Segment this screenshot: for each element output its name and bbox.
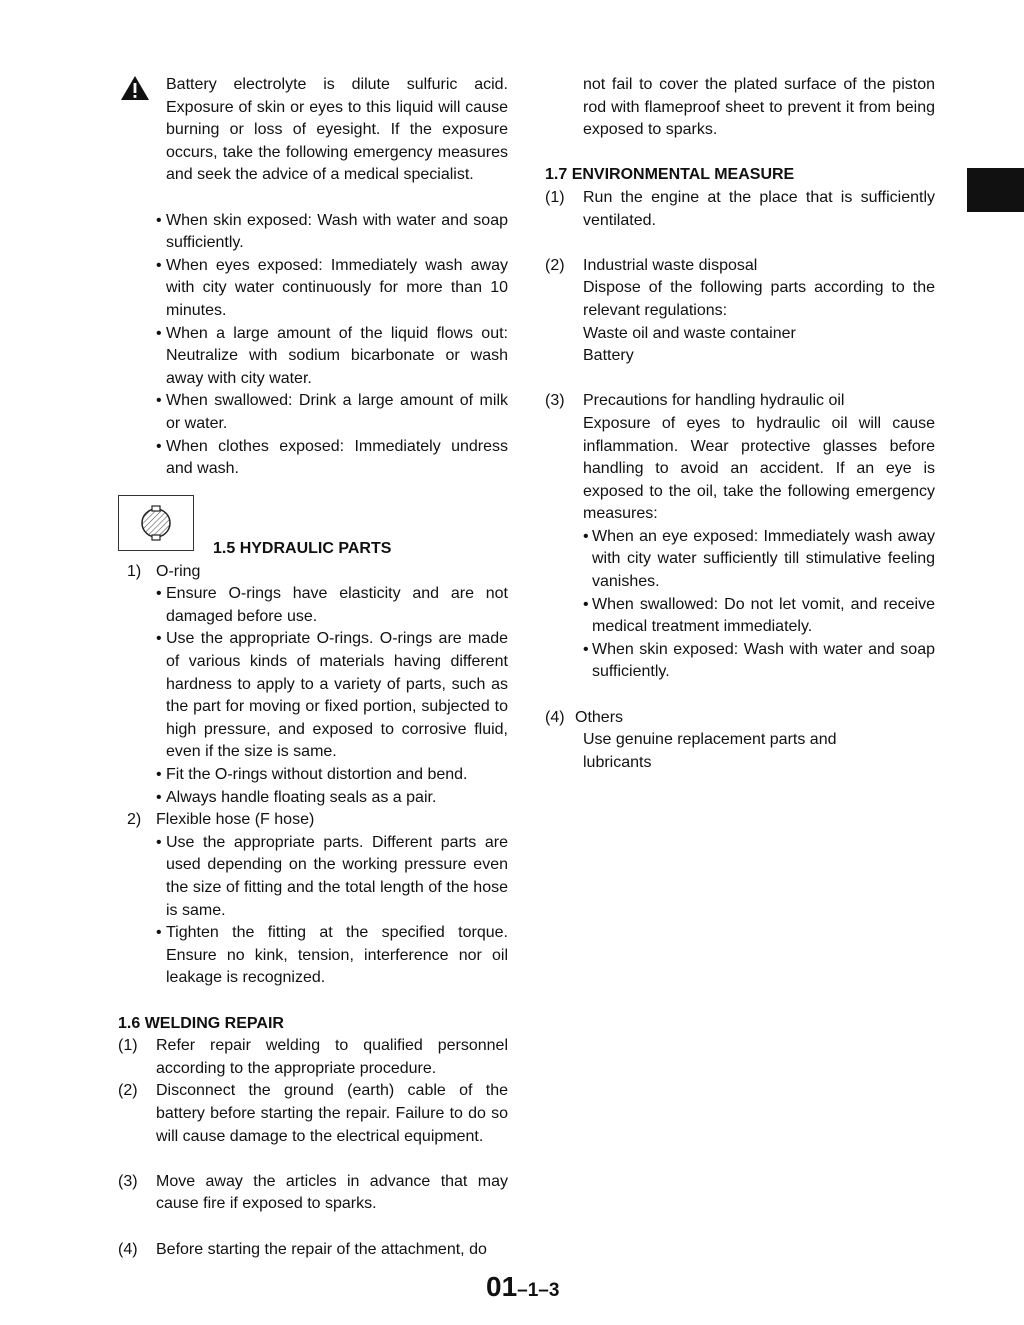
list-item: (4) Before starting the repair of the attachment, do [118, 1240, 487, 1258]
list-item: (3) Move away the articles in advance that may cause fire if exposed to sparks. [118, 1172, 508, 1213]
list-item: • Use the appropriate O-rings. O-rings are made of various kinds of materials having different hardness to apply to a variety of parts, such as the part for moving or fixed portion, subjected to high pressure, and exposed to corrosive fluid, even if the size is same. [156, 630, 508, 761]
waste-disposal-title: Industrial waste disposal [583, 256, 758, 274]
list-item: • When skin exposed: Wash with water and soap sufficiently. [156, 211, 508, 252]
list-item: (1) Refer repair welding to qualified personnel according to the appropriate procedure. [118, 1037, 508, 1077]
list-item: • When an eye exposed: Immediately wash away with city water sufficiently till stimulative feeling vanishes. [583, 527, 935, 591]
list-item: 2) Flexible hose (F hose) [118, 809, 508, 832]
list-item: • When swallowed: Do not let vomit, and receive medical treatment immediately. [583, 595, 935, 636]
hydraulic-heading-row [118, 495, 508, 561]
oring-title: O-ring [156, 562, 201, 580]
list-item: 1) O-ring [118, 561, 508, 584]
list-item: (3) Precautions for handling hydraulic oil Exposure of eyes to hydraulic oil will cause inflammation. Wear protective glasses before handling to avoid an accident. If an eye is exposed to the oil, take the following emergency measures: [545, 392, 935, 523]
welding-repair-heading: 1.6 WELDING REPAIR [118, 1014, 284, 1032]
list-item: • Use the appropriate parts. Different parts are used depending on the working pressure even the size of fitting and the total length of the hose is same. [156, 833, 508, 919]
section-tab-marker [967, 168, 1024, 212]
list-item: • When swallowed: Drink a large amount of milk or water. [156, 392, 508, 432]
list-item: • Fit the O-rings without distortion and bend. [156, 766, 468, 784]
list-item: • When skin exposed: Wash with water and soap sufficiently. [583, 640, 935, 681]
warning-text: Battery electrolyte is dilute sulfuric acid. Exposure of skin or eyes to this liquid will cause burning or loss of eyesight. If the exposure occurs, take the following emergency measures and seek the advice of a medical specialist. [166, 76, 508, 184]
others-title: Others [575, 708, 624, 726]
hydraulic-oil-title: Precautions for handling hydraulic oil [583, 392, 845, 410]
warning-triangle-icon [120, 75, 150, 101]
right-column [545, 74, 935, 774]
list-item: • When eyes exposed: Immediately wash away with city water continuously for more than 10 minutes. [156, 256, 508, 319]
list-item: (1) Run the engine at the place that is sufficiently ventilated. [545, 188, 935, 229]
list-item: • When clothes exposed: Immediately undress and wash. [156, 437, 508, 478]
floating-seal-icon [119, 496, 193, 550]
seal-icon-box [118, 495, 194, 551]
list-item: (4) Others Use genuine replacement parts and lubricants [545, 707, 935, 775]
hydraulic-parts-heading: 1.5 HYDRAULIC PARTS [213, 539, 392, 557]
page-number-sub: –1–3 [517, 1280, 560, 1301]
hose-title: Flexible hose (F hose) [156, 811, 315, 829]
welding-continued-text: not fail to cover the plated surface of the piston rod with flameproof sheet to prevent it from being exposed to sparks. [583, 76, 935, 139]
battery-warning [118, 74, 508, 187]
list-item: • When a large amount of the liquid flows out: Neutralize with sodium bicarbonate or wash away with city water. [156, 324, 508, 387]
list-item: (2) Disconnect the ground (earth) cable of the battery before starting the repair. Failure to do so will cause damage to the electrical equipment. [118, 1082, 508, 1145]
list-item: (2) Industrial waste disposal Dispose of the following parts according to the relevant regulations: Waste oil and waste container Battery [545, 256, 935, 365]
page-number-main: 01 [486, 1271, 518, 1302]
left-column [118, 74, 508, 1261]
list-item: • Tighten the fitting at the specified torque. Ensure no kink, tension, interference nor oil leakage is recognized. [156, 924, 508, 987]
list-item: • Always handle floating seals as a pair. [156, 788, 437, 806]
environmental-heading: 1.7 ENVIRONMENTAL MEASURE [545, 166, 795, 184]
page-number [486, 1271, 560, 1304]
list-item: • Ensure O-rings have elasticity and are not damaged before use. [156, 585, 508, 625]
